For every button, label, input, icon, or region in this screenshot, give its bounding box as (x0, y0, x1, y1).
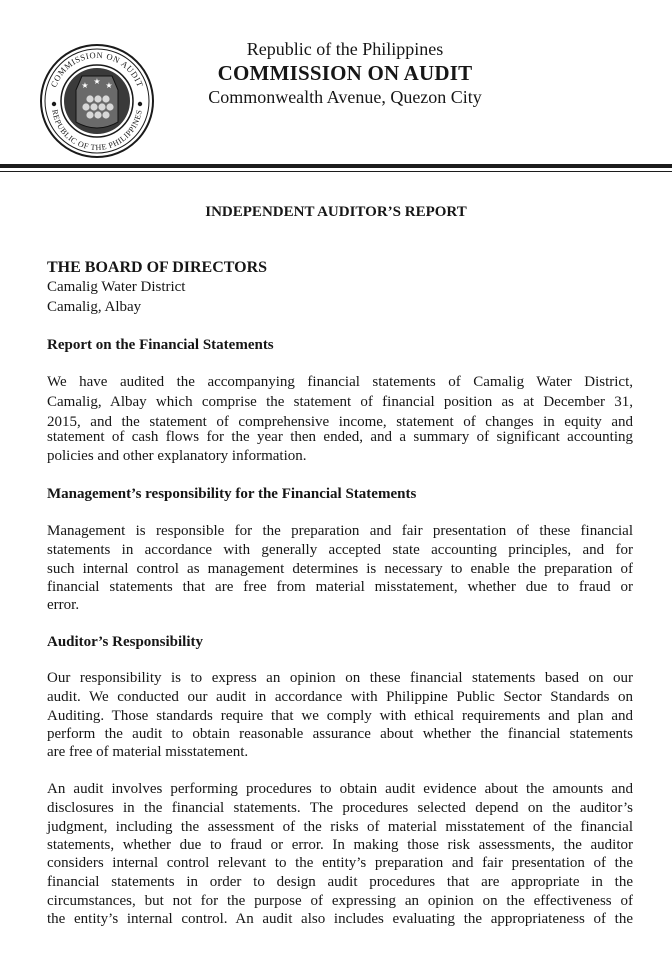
paragraph-line: Management is responsible for the preparation and fair presentation of these financial (47, 523, 633, 539)
paragraph-line: statement of cash flows for the year then ended, and a summary of significant accounting (47, 429, 633, 445)
agency-address: Commonwealth Avenue, Quezon City (208, 87, 482, 107)
svg-text:★: ★ (81, 81, 89, 90)
paragraph-line: error. (47, 597, 80, 613)
paragraph-line: Camalig, Albay which comprise the statement of financial position as at December 31, (47, 394, 633, 410)
commission-on-audit-seal (38, 42, 156, 160)
paragraph-line: statements in accordance with generally accepted state accounting principles, and for (47, 542, 633, 558)
paragraph-line: are free of material misstatement. (47, 744, 249, 760)
paragraph-line: disclosures in the financial statements. The procedures selected depend on the auditor’s (47, 800, 633, 816)
seal-text-top: COMMISSION ON AUDIT (48, 49, 146, 89)
paragraph-line: financial statements in order to design audit procedures that are appropriate in the (47, 874, 633, 890)
report-title: INDEPENDENT AUDITOR’S REPORT (205, 204, 467, 220)
seal-text-bottom: REPUBLIC OF THE PHILIPPINES (50, 108, 144, 153)
paragraph-line: Our responsibility is to express an opinion on these financial statements based on our (47, 670, 633, 686)
addressee-name: THE BOARD OF DIRECTORS (47, 259, 268, 276)
addressee-org: Camalig Water District (47, 279, 186, 295)
paragraph-line: We have audited the accompanying financial statements of Camalig Water District, (47, 374, 633, 390)
paragraph-line: 2015, and the statement of comprehensive income, statement of changes in equity and (47, 414, 633, 430)
paragraph-line: the entity’s internal control. An audit also includes evaluating the appropriateness of the (47, 911, 633, 927)
section-heading-report: Report on the Financial Statements (47, 337, 274, 353)
country-name: Republic of the Philippines (246, 39, 444, 59)
paragraph-line: statements, whether due to fraud or error. In making those risk assessments, the auditor (47, 837, 633, 853)
paragraph-line: such internal control as management determines is necessary to enable the preparation of (47, 561, 633, 577)
paragraph-line: An audit involves performing procedures to obtain audit evidence about the amounts and (47, 781, 633, 797)
paragraph-line: financial statements that are free from material misstatement, whether due to fraud or (47, 579, 633, 595)
paragraph-line: policies and other explanatory information. (47, 448, 307, 464)
paragraph-line: audit. We conducted our audit in accordance with Philippine Public Sector Standards on (47, 689, 633, 705)
paragraph-line: judgment, including the assessment of the risks of material misstatement of the financial (47, 819, 633, 835)
svg-text:★: ★ (93, 77, 101, 86)
paragraph-line: circumstances, but not for the purpose of expressing an opinion on the effectiveness of (47, 893, 633, 909)
section-heading-auditor: Auditor’s Responsibility (47, 634, 203, 650)
paragraph-line: perform the audit to obtain reasonable assurance about whether the financial statements (47, 726, 633, 742)
header-divider-thick (0, 164, 672, 168)
addressee-location: Camalig, Albay (47, 299, 142, 315)
svg-text:★: ★ (105, 81, 113, 90)
section-heading-management: Management’s responsibility for the Financial Statements (47, 486, 417, 502)
paragraph-line: considers internal control relevant to the entity’s preparation and fair presentation of the (47, 855, 633, 871)
agency-name: COMMISSION ON AUDIT (217, 61, 473, 85)
paragraph-line: Auditing. Those standards require that we comply with ethical requirements and plan and (47, 708, 633, 724)
header-divider-thin (0, 171, 672, 172)
